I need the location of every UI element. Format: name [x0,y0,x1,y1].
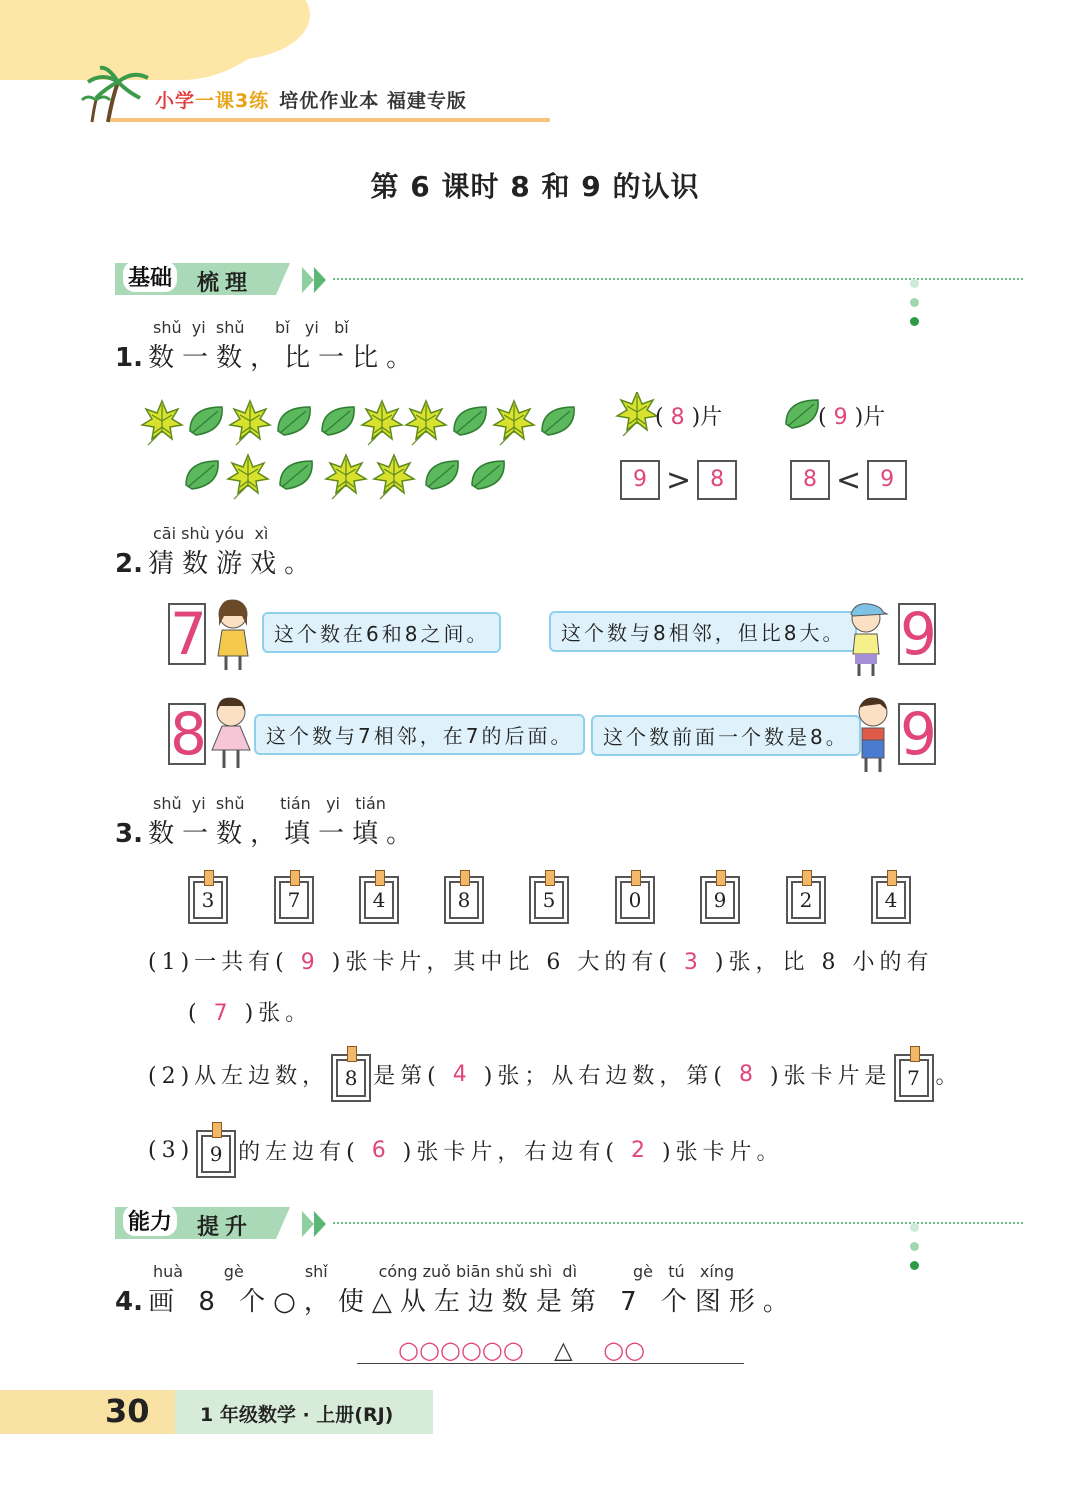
pinyin: yi [304,318,319,337]
green-leaf-icon [472,461,504,489]
q4-answer [398,1336,645,1364]
paren-close-unit: )片 [854,405,886,430]
dots-decoration [910,273,923,330]
card-clip [716,870,726,886]
guess-answer-2: 9 [900,600,937,668]
text: )张；从右边数，第( [483,1063,727,1089]
hint-bubble-4: 这个数前面一个数是8。 [591,715,861,756]
maple-leaf-icon [374,455,414,499]
boy-character-icon [843,600,889,678]
card-clip [545,870,555,886]
pinyin: xíng [699,1262,735,1281]
inline-card-wrap [331,1046,371,1102]
pinyin: shǐ [304,1262,328,1281]
banner-label-1: 能力 [123,1205,177,1236]
number-card: 7 [894,1054,934,1102]
banner-label-2: 提升 [197,1215,254,1240]
answer-triangle: △ [554,1336,573,1364]
compare-sign: > [666,462,692,498]
text: ( [188,1001,202,1026]
number-card: 3 [188,876,228,924]
card-clip [910,1046,920,1062]
maple-leaf-icon [142,401,182,445]
compare-box: 9 [620,460,660,500]
answer-circles: ○○ [603,1336,646,1364]
text: 的左边有( [238,1139,360,1165]
q2-stem [115,543,318,580]
question-text: 数一数，填一填。 [148,819,421,849]
paren-open: ( [818,405,827,430]
green-leaf-icon [322,407,354,435]
pinyin: yi [191,794,206,813]
answer-value: 9 [300,950,320,975]
number-card: 0 [615,876,655,924]
inline-card-wrap [894,1046,934,1102]
text: (3) [148,1137,195,1163]
answer-value: 9 [833,405,848,430]
hint-bubble-2: 这个数与8相邻，但比8大。 [549,611,857,652]
card-clip [204,870,214,886]
question-text: 画 8 个○，使△从左边数是第 7 个图形。 [148,1287,797,1317]
hint-bubble-1: 这个数在6和8之间。 [262,612,501,653]
card-clip [802,870,812,886]
number-card: 9 [700,876,740,924]
card-clip [887,870,897,886]
hint-bubble-3: 这个数与7相邻，在7的后面。 [254,714,585,755]
card-clip [212,1122,222,1138]
compare-box: 9 [867,460,907,500]
comparison-2 [790,460,907,500]
pinyin: shǔ [153,794,182,813]
double-arrow-icon [300,1209,330,1239]
green-leaf-icon [426,461,458,489]
number-card: 7 [274,876,314,924]
pinyin: gè [223,1262,244,1281]
pinyin: tú [668,1262,685,1281]
card-clip [631,870,641,886]
text: )张，比 8 小的有 [714,950,934,975]
palm-tree-icon [78,64,158,124]
section-banner-basics [115,263,295,297]
leaves-illustration [140,395,590,500]
pinyin: shǔ [215,318,245,337]
number-card: 2 [786,876,826,924]
card-row [188,870,928,930]
guess-answer-4: 9 [900,700,937,768]
comparison-1 [620,460,737,500]
question-text: 猜数游戏。 [148,549,319,579]
maple-leaf-icon [228,455,268,499]
paren-open: ( [655,405,664,430]
q3-part1-line2 [188,996,312,1027]
girl-dress-character-icon [208,694,254,772]
answer-value: 8 [670,405,685,430]
pinyin: yi [326,794,340,813]
compare-box: 8 [790,460,830,500]
pinyin: shù [181,524,210,543]
pinyin: gè [632,1262,653,1281]
q4-pinyin [153,1262,734,1281]
maple-leaf-icon [615,392,659,436]
maple-leaf-icon [326,455,366,499]
green-leaf-icon [190,407,222,435]
pinyin: bǐ [334,318,349,337]
text: 。 [935,1063,963,1089]
number-card: 8 [444,876,484,924]
pinyin: cóng zuǒ biān shǔ shì [378,1262,553,1281]
card-clip [347,1046,357,1062]
green-leaf-icon [278,407,310,435]
girl-character-icon [210,596,256,674]
question-number: 3. [115,819,143,849]
pinyin: cāi [153,524,177,543]
number-card: 4 [871,876,911,924]
pinyin: shǔ [153,318,182,337]
number-card: 8 [331,1054,371,1102]
green-leaf-icon [280,461,312,489]
text: 是第( [373,1063,441,1089]
compare-sign: < [836,462,862,498]
text: )张。 [244,1001,313,1026]
number-card: 9 [196,1130,236,1178]
card-clip [375,870,385,886]
pinyin: shǔ [215,794,245,813]
pinyin: tián [355,794,386,813]
answer-line [357,1363,744,1364]
book-info: 1 年级数学 · 上册(RJ) [200,1404,394,1426]
text: )张卡片，其中比 6 大的有( [331,950,672,975]
brand-title [155,86,467,113]
banner-label-1: 基础 [123,261,177,292]
brand-a: 小学 [155,90,196,112]
section-banner-improve [115,1207,295,1241]
brand-c: 培优作业本 福建专版 [279,90,467,112]
card-clip [460,870,470,886]
answer-value: 7 [213,1001,233,1026]
answer-value: 6 [371,1137,391,1163]
q1-pinyin [153,318,349,337]
banner-label-2: 梳理 [197,271,254,296]
number-card: 4 [359,876,399,924]
pinyin: yi [191,318,206,337]
text: )张卡片，右边有( [402,1139,619,1165]
answer-value: 8 [738,1061,758,1087]
header-underline [110,118,550,122]
paren-close-unit: )片 [691,405,723,430]
question-number: 1. [115,343,143,373]
number-card: 5 [529,876,569,924]
maple-leaf-icon [362,401,402,445]
maple-leaf-icon [406,401,446,445]
page-number: 30 [105,1392,150,1430]
maple-leaf-icon [230,401,270,445]
question-number: 4. [115,1287,143,1317]
answer-circles: ○○○○○○ [398,1336,524,1364]
compare-box: 8 [697,460,737,500]
pinyin: huà [153,1262,184,1281]
card-clip [290,870,300,886]
maple-count [655,400,722,431]
q1-stem [115,337,420,374]
pinyin: tián [280,794,311,813]
question-text: 数一数，比一比。 [148,343,421,373]
q3-part2 [148,1046,963,1102]
text: )张卡片。 [661,1139,784,1165]
q4-stem [115,1281,797,1318]
q3-pinyin [153,794,386,813]
answer-value: 3 [683,950,703,975]
brand-b: 一课3练 [195,90,270,112]
double-arrow-icon [300,265,330,295]
pinyin: dì [562,1262,578,1281]
q3-part1-line1 [148,945,933,976]
guess-answer-3: 8 [170,700,207,768]
answer-value: 4 [452,1061,472,1087]
q3-stem [115,813,420,850]
page-title: 第 6 课时 8 和 9 的认识 [370,170,700,203]
question-number: 2. [115,549,143,579]
dots-decoration [910,1217,923,1274]
pinyin: yóu [214,524,245,543]
text: )张卡片是 [769,1063,892,1089]
q3-part3 [148,1122,784,1178]
text: (1)一共有( [148,950,289,975]
q2-pinyin [153,524,268,543]
boy-overalls-character-icon [850,694,896,774]
answer-value: 2 [630,1137,650,1163]
inline-card-wrap [196,1122,236,1178]
pinyin: bǐ [275,318,290,337]
leaf-count [818,400,885,431]
green-leaf-icon [542,407,574,435]
green-leaf-icon [454,407,486,435]
guess-answer-1: 7 [170,600,207,668]
maple-leaf-icon [494,401,534,445]
pinyin: xì [254,524,269,543]
text: (2)从左边数， [148,1063,330,1089]
green-leaf-icon [186,461,218,489]
